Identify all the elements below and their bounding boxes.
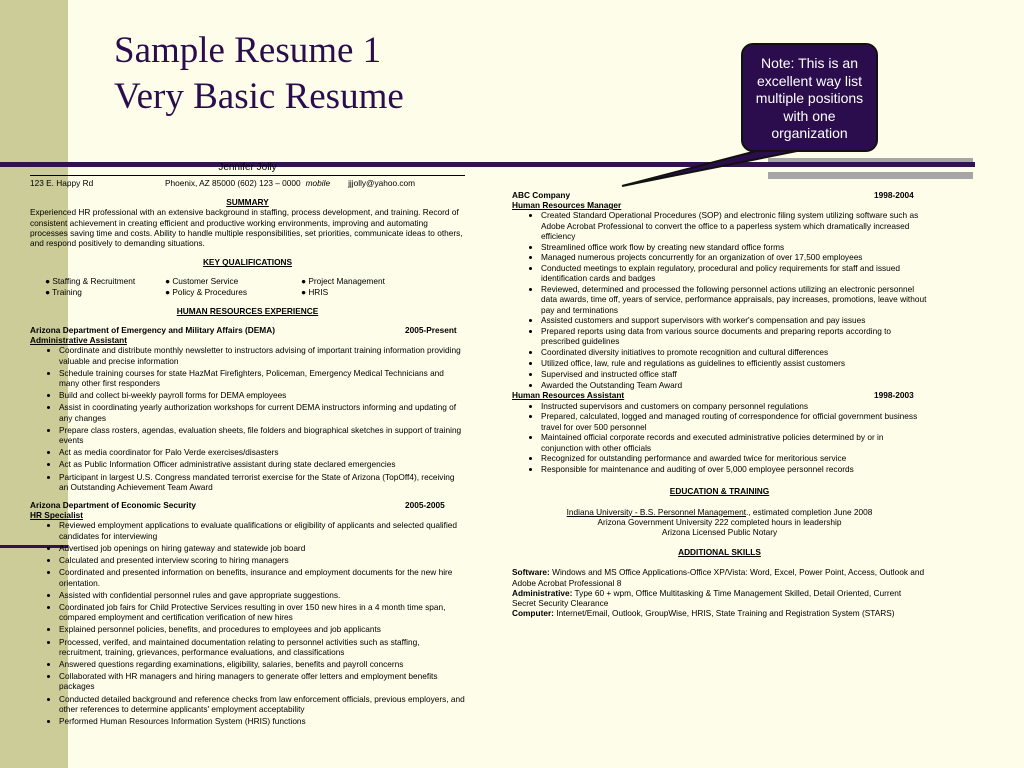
bullet-item: • Coordinated job fairs for Child Protective Services resulting in over 150 new hires in a 4 month time span, compared employment and certification verification of new hires: [59, 602, 465, 622]
bullet-item: • Calculated and presented interview scoring to hiring managers: [59, 555, 465, 565]
qualification-item: ● Project Management: [301, 276, 385, 287]
job-title: Human Resources Manager: [512, 200, 622, 211]
contact-line: [30, 175, 465, 188]
bullet-item: • Supervised and instructed office staff: [541, 369, 927, 379]
job-title: HR Specialist: [30, 510, 84, 521]
bullet-item: • Recognized for outstanding performance and awarded twice for meritorious service: [541, 453, 927, 463]
title-line-2: Very Basic Resume: [114, 76, 404, 117]
job-dates: 2005-Present: [405, 325, 457, 336]
bullet-item: • Managed numerous projects concurrently for an organization of over 17,500 employees: [541, 252, 927, 262]
bullet-item: • Conducted detailed background and reference checks from law enforcement officials, previous employers, and other references to determine applicants' employment acceptability: [59, 694, 465, 714]
skills-software-text: Windows and MS Office Applications-Office XP/Vista: Word, Excel, Power Point, Access, Outlook and Adobe Acrobat Professional 8: [512, 567, 925, 588]
contact-city-phone: Phoenix, AZ 85000 (602) 123 – 0000: [165, 178, 301, 188]
title-line-1: Sample Resume 1: [114, 30, 382, 71]
job-organization: ABC Company: [512, 190, 571, 200]
bullet-item: • Build and collect bi-weekly payroll forms for DEMA employees: [59, 390, 465, 400]
bullet-item: • Advertised job openings on hiring gateway and statewide job board: [59, 543, 465, 553]
job-dates: 1998-2003: [874, 390, 914, 401]
bullet-item: • Act as Public Information Officer administrative assistant during state declared emergencies: [59, 459, 465, 469]
experience-heading: HUMAN RESOURCES EXPERIENCE: [176, 305, 319, 316]
education-line-1: [512, 507, 927, 517]
job-title-line: [512, 390, 927, 400]
qualification-item: ● Policy & Procedures: [165, 286, 248, 297]
job-org-line: [30, 500, 465, 510]
bullet-item: • Coordinate and distribute monthly newsletter to instructors advising of important training information providing valuable and precise information: [59, 345, 465, 365]
bullet-item: • Participant in largest U.S. Congress mandated terrorist exercise for the State of Arizona (TopOff4), receiving an Outstanding Achievement Team Award: [59, 472, 465, 492]
contact-email: jjjolly@yahoo.com: [348, 178, 416, 188]
bullet-item: • Reviewed, determined and processed the following personnel actions utilizing an electronic personnel data awards, time off, years of service, performance appraisals, pay increases, promotions, leave without pay and terminations: [541, 284, 927, 315]
bullet-item: • Assisted customers and support supervisors with worker's compensation and pay issues: [541, 315, 927, 325]
bullet-item: • Reviewed employment applications to evaluate qualifications or eligibility of applicants and selected qualified candidates for interviewing: [59, 520, 465, 540]
bullet-item: • Coordinated and presented information on benefits, insurance and employment documents for the new hire orientation.: [59, 567, 465, 587]
bullet-item: • Maintained official corporate records and executed administrative policies determined by or in conjunction with other officials: [541, 432, 927, 452]
bullet-item: • Act as media coordinator for Palo Verde exercises/disasters: [59, 447, 465, 457]
education-completion: ., estimated completion June 2008: [746, 506, 873, 517]
contact-address: 123 E. Happy Rd: [30, 178, 94, 188]
skills-computer: [512, 608, 927, 618]
skills-administrative: [512, 588, 927, 608]
bullet-item: • Utilized office, law, rule and regulations as guidelines to efficiently assist customers: [541, 358, 927, 368]
bullet-item: • Prepare class rosters, agendas, evaluation sheets, file folders and biographical sketches in support of training events: [59, 425, 465, 445]
bullet-item: • Responsible for maintenance and auditing of over 5,000 employee personnel records: [541, 464, 927, 474]
education-line-3: Arizona Licensed Public Notary: [661, 527, 778, 537]
job-entry: [30, 500, 465, 726]
qualification-item: ● Staffing & Recruitment: [45, 276, 136, 287]
skills-admin-label: Administrative:: [512, 587, 573, 598]
skills-software-label: Software:: [512, 567, 550, 578]
job-bullets: [30, 345, 465, 492]
note-callout: [741, 43, 878, 152]
bullet-item: • Assist in coordinating yearly authorization workshops for current DEMA instructors informing and updating of any changes: [59, 402, 465, 422]
job-entry: [512, 190, 927, 390]
bullet-item: • Performed Human Resources Information System (HRIS) functions: [59, 716, 465, 726]
job-bullets: [512, 210, 927, 389]
skills-software: [512, 567, 927, 587]
summary-heading: SUMMARY: [226, 197, 269, 208]
slide-title: [114, 28, 404, 120]
summary-text: Experienced HR professional with an extensive background in staffing, process development, and training. Record of consistent achievement in creating efficient and productive working environments, improving and automating processes saving time and costs. Ability to handle multiple responsibilities, set priorities, communicate ideas to others, and respond positively to demanding situations.: [30, 207, 463, 249]
job-bullets: [30, 520, 465, 726]
bullet-item: • Coordinated diversity initiatives to promote recognition and cultural differences: [541, 347, 927, 357]
skills-heading: ADDITIONAL SKILLS: [678, 547, 761, 558]
resume-left-column: [30, 162, 465, 728]
job-org-line: [512, 190, 927, 200]
qualification-item: ● Training: [45, 286, 82, 297]
bullet-item: • Prepared reports using data from various source documents and preparing reports according to prescribed guidelines: [541, 326, 927, 346]
bullet-item: • Answered questions regarding examinations, eligibility, salaries, benefits and payroll concerns: [59, 659, 465, 669]
job-org-line: [30, 325, 465, 335]
job-entry: [512, 390, 927, 474]
resume-name: Jennifer Jolly: [218, 162, 277, 173]
job-dates: 2005-2005: [405, 500, 445, 511]
bullet-item: • Awarded the Outstanding Team Award: [541, 380, 927, 390]
qualifications-heading: KEY QUALIFICATIONS: [202, 257, 293, 268]
bullet-item: • Schedule training courses for state HazMat Firefighters, Policeman, Emergency Medical Technicians and many other first responders: [59, 368, 465, 388]
education-heading: EDUCATION & TRAINING: [669, 486, 770, 497]
job-organization: Arizona Department of Emergency and Military Affairs (DEMA): [30, 325, 275, 336]
job-dates: 1998-2004: [874, 190, 914, 200]
skills-computer-text: Internet/Email, Outlook, GroupWise, HRIS, State Training and Registration System (STARS): [553, 608, 895, 619]
bullet-item: • Prepared, calculated, logged and managed routing of correspondence for official government business travel for over 500 personnel: [541, 411, 927, 431]
bullet-item: • Processed, verifed, and maintained documentation relating to personnel activities such as staffing, recruitment, training, grievances, performance evaluations, and classifications: [59, 637, 465, 657]
education-degree: Indiana University - B.S. Personnel Management: [566, 506, 747, 517]
bullet-item: • Instructed supervisors and customers on company personnel regulations: [541, 401, 927, 411]
contact-phone-type: mobile: [305, 178, 331, 188]
qualification-item: ● HRIS: [301, 286, 329, 297]
callout-text: Note: This is an excellent way list multiple positions with one organization: [755, 55, 864, 141]
gray-accent-bar: [768, 172, 973, 179]
education-line-2: Arizona Government University 222 completed hours in leadership: [597, 516, 842, 527]
bullet-item: • Conducted meetings to explain regulatory, procedural and policy requirements for staff and issued identification cards and badges: [541, 263, 927, 283]
bullet-item: • Streamlined office work flow by creating new standard office forms: [541, 242, 927, 252]
resume-right-column: [512, 190, 927, 618]
job-title: Administrative Assistant: [30, 335, 127, 346]
job-bullets: [512, 401, 927, 475]
qualifications-grid: [30, 276, 465, 296]
skills-computer-label: Computer:: [512, 608, 554, 619]
bullet-item: • Assisted with confidential personnel rules and gave appropriate suggestions.: [59, 590, 465, 600]
job-entry: [30, 325, 465, 492]
qualification-item: ● Customer Service: [165, 276, 239, 287]
job-organization: Arizona Department of Economic Security: [30, 500, 196, 511]
skills-admin-text: Type 60 + wpm, Office Multitasking & Time Management Skilled, Detail Oriented, Current Secret Security Clearance: [512, 587, 902, 609]
bullet-item: • Explained personnel policies, benefits, and procedures to employees and job applicants: [59, 624, 465, 634]
bullet-item: • Created Standard Operational Procedures (SOP) and electronic filing system utilizing software such as Adobe Acrobat Professional to convert the office to a paperless system which dramatically increased efficiency: [541, 210, 927, 241]
bullet-item: • Collaborated with HR managers and hiring managers to generate offer letters and employment benefits packages: [59, 671, 465, 691]
job-title: Human Resources Assistant: [512, 390, 625, 401]
